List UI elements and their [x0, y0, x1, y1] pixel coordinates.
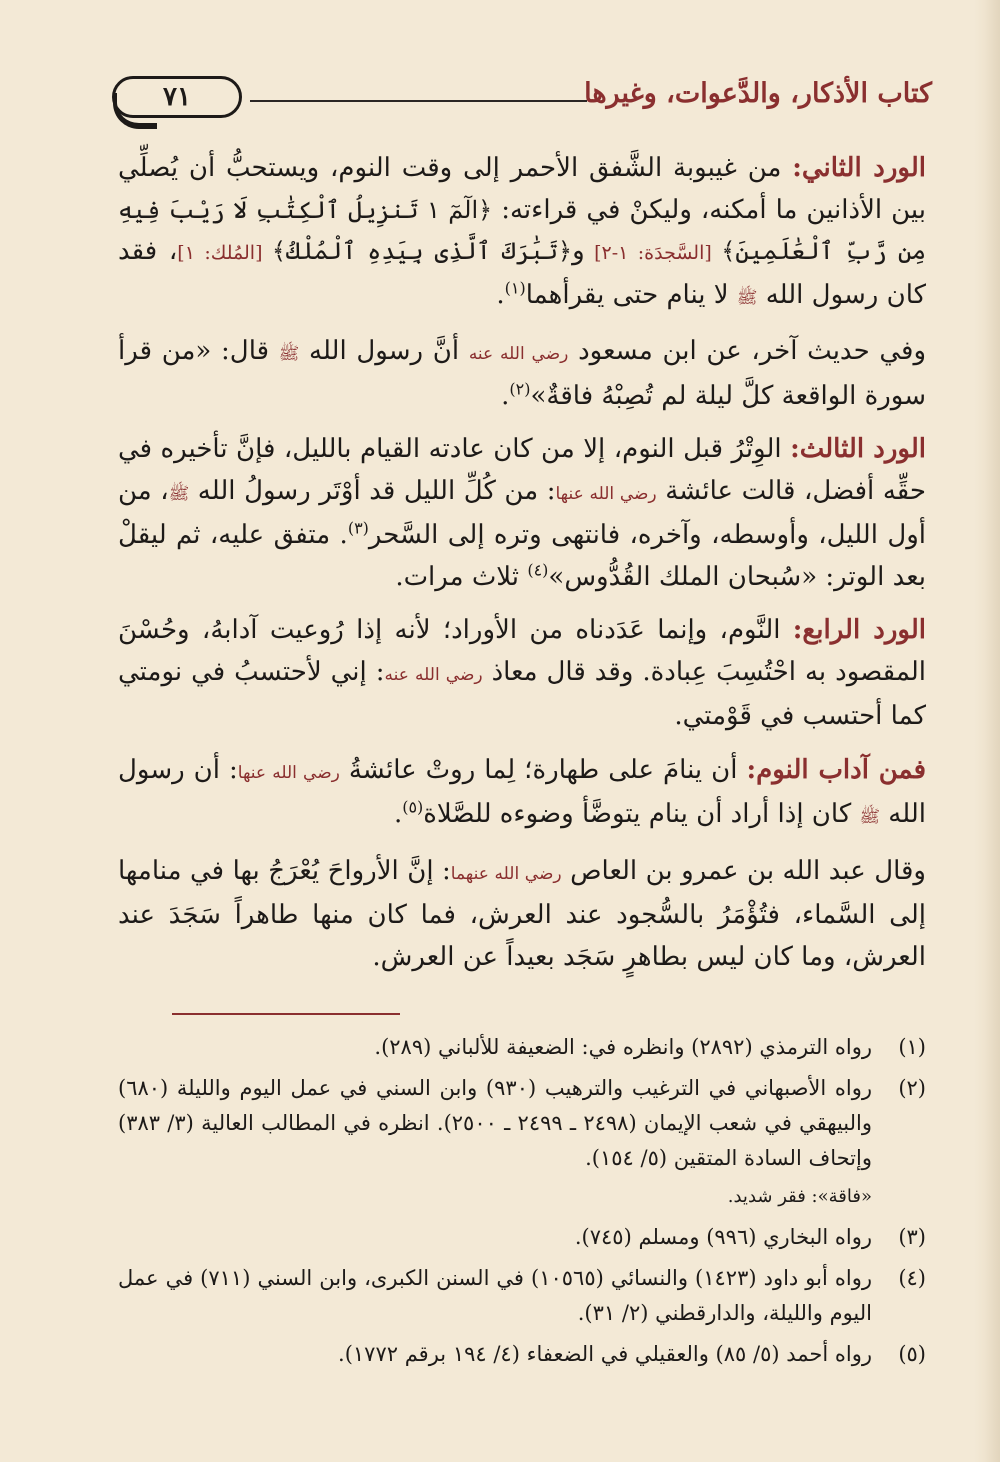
footnote-text: رواه أحمد (٥/ ٨٥) والعقيلي في الضعفاء (٤/ ١٩٤ برقم ١٧٧٢).	[338, 1342, 872, 1366]
text-run: : من كُلِّ الليل قد أوْتَر رسولُ الله	[189, 475, 556, 506]
text-run: ، من أول الليل، وأوسطه، وآخره، فانتهى وتره إلى السَّحر	[118, 475, 926, 550]
paragraph	[118, 331, 926, 417]
honorific: رضي الله عنهما	[450, 863, 562, 884]
footnote-number: (٣)	[898, 1225, 926, 1249]
main-text	[118, 148, 926, 990]
honorific: ﷺ	[168, 483, 190, 504]
header-rule	[250, 100, 587, 102]
text-run: أن ينامَ على طهارة؛ لِما روتْ عائشةُ	[339, 754, 747, 785]
footnote-text: رواه أبو داود (١٤٢٣) والنسائي (١٠٥٦٥) في السنن الكبرى، وابن السني (٧١١) في عمل اليوم والليلة، والدارقطني (٢/ ٣١).	[118, 1266, 872, 1325]
footnote-number: (١)	[898, 1035, 926, 1059]
text-run: .	[496, 279, 505, 310]
honorific: ﷺ	[859, 807, 881, 827]
page-number: ٧١	[112, 76, 242, 118]
verse-reference: [السَّجدَة: ١-٢]	[584, 242, 722, 264]
footnote	[118, 1337, 926, 1372]
honorific: رضي الله عنه	[384, 664, 483, 685]
footnotes	[118, 1030, 926, 1378]
paragraph	[118, 429, 926, 598]
text-run: النَّوم، وإنما عَدَدناه من الأوراد؛ لأنه إذا رُوعيت آدابهُ، وحُسْنَ المقصود به احْتُسِبَ عِبادة. وقد قال معاذ	[118, 615, 927, 687]
text-run: وقال عبد الله بن عمرو بن العاص	[561, 855, 926, 886]
text-run: الوِتْرُ قبل النوم، إلا من كان عادته القيام بالليل، فإنَّ تأخيره في حقِّه أفضل، قالت عائشة	[118, 434, 927, 506]
paragraph	[118, 851, 926, 979]
footnote-number: (٢)	[898, 1076, 926, 1100]
text-run: كان إذا أراد أن ينام يتوضَّأ وضوءه للصَّلاة	[423, 799, 860, 829]
footnote	[118, 1261, 926, 1331]
footnote-text: رواه البخاري (٩٩٦) ومسلم (٧٤٥).	[574, 1225, 872, 1249]
text-run: وفي حديث آخر، عن ابن مسعود	[568, 336, 927, 366]
book-title: كتاب الأذكار، والدَّعوات، وغيرها	[584, 78, 932, 109]
page-spine-shadow	[974, 0, 1000, 1462]
honorific: ﷺ	[736, 287, 758, 308]
footnote-number: (٥)	[898, 1342, 926, 1366]
honorific: رضي الله عنها	[555, 483, 657, 504]
footnote	[118, 1030, 926, 1065]
text-run: .	[501, 380, 510, 411]
footnote-marker: (٣)	[347, 518, 369, 538]
footnote-text: رواه الترمذي (٢٨٩٢) وانظره في: الضعيفة للألباني (٢٨٩).	[374, 1035, 872, 1059]
honorific: رضي الله عنه	[468, 344, 569, 364]
text-run: قال: «من قرأ سورة الواقعة كلَّ ليلة لم تُصِبْهُ فاقةٌ»	[118, 336, 926, 411]
quran-verse: ﴿تَبَٰرَكَ ٱلَّذِى بِيَدِهِ ٱلْمُلْكُ﴾	[271, 237, 573, 265]
section-heading: الورد الثاني:	[792, 153, 926, 183]
paragraph	[118, 750, 926, 839]
footnote-marker: (٥)	[402, 797, 424, 817]
honorific: ﷺ	[278, 344, 300, 364]
text-run: : إني لأحتسبُ في نومتي كما أحتسب في قَوْمتي.	[118, 656, 926, 731]
text-run: : إنَّ الأرواحَ يُعْرَجُ بها في منامها إلى السَّماء، فتُؤْمَرُ بالسُّجود عند العرش، فما كان منها طاهراً سَجَدَ عند العرش، وما كان ليس بطاهرٍ سَجَد بعيداً عن العرش.	[118, 855, 926, 972]
paragraph	[118, 610, 926, 738]
text-run: لا ينام حتى يقرأهما	[525, 279, 737, 310]
text-run: ، فقد كان رسول الله	[118, 236, 926, 310]
footnote-text: رواه الأصبهاني في الترغيب والترهيب (٩٣٠) وابن السني في عمل اليوم والليلة (٦٨٠) والبيهقي في شعب الإيمان (٢٤٩٨ ـ ٢٤٩٩ ـ ٢٥٠٠). انظره في المطالب العالية (٣/ ٣٨٣) وإتحاف السادة المتقين (٥/ ١٥٤).	[118, 1076, 873, 1170]
text-run: و	[572, 236, 585, 266]
text-run: ثلاث مرات.	[395, 561, 528, 592]
text-run: من غيبوبة الشَّفق الأحمر إلى وقت النوم، ويستحبُّ أن يُصلِّي بين الأذانين ما أمكنه، وليكنْ في قراءته:	[118, 153, 926, 225]
text-run: أنَّ رسول الله	[299, 336, 469, 366]
text-run: .	[393, 799, 403, 829]
page-header	[112, 70, 932, 128]
section-heading: فمن آداب النوم:	[746, 754, 926, 785]
text-run: . متفق عليه، ثم ليقلْ بعد الوتر: «سُبحان الملك القُدُّوس»	[118, 520, 926, 592]
honorific: رضي الله عنها	[237, 762, 340, 783]
footnote	[118, 1220, 926, 1255]
verse-reference: [المُلك: ١]	[177, 242, 272, 264]
footnote-gloss: «فاقة»: فقر شديد.	[727, 1186, 872, 1207]
footnote-marker: (٤)	[527, 559, 549, 579]
footnote-number: (٤)	[898, 1266, 926, 1290]
footnote-separator	[172, 1013, 400, 1015]
text-run: : أن رسول الله	[118, 754, 926, 829]
section-heading: الورد الرابع:	[792, 615, 927, 645]
footnote-marker: (١)	[504, 277, 526, 297]
footnote	[118, 1071, 926, 1176]
paragraph	[118, 148, 926, 319]
section-heading: الورد الثالث:	[790, 434, 926, 464]
footnote-marker: (٢)	[509, 378, 531, 398]
quran-verse: ﴿الٓمٓ ١ تَنزِيلُ ٱلْكِتَٰبِ لَا رَيْبَ فِيهِ مِن رَّبِّ ٱلْعَٰلَمِينَ﴾	[118, 195, 927, 265]
